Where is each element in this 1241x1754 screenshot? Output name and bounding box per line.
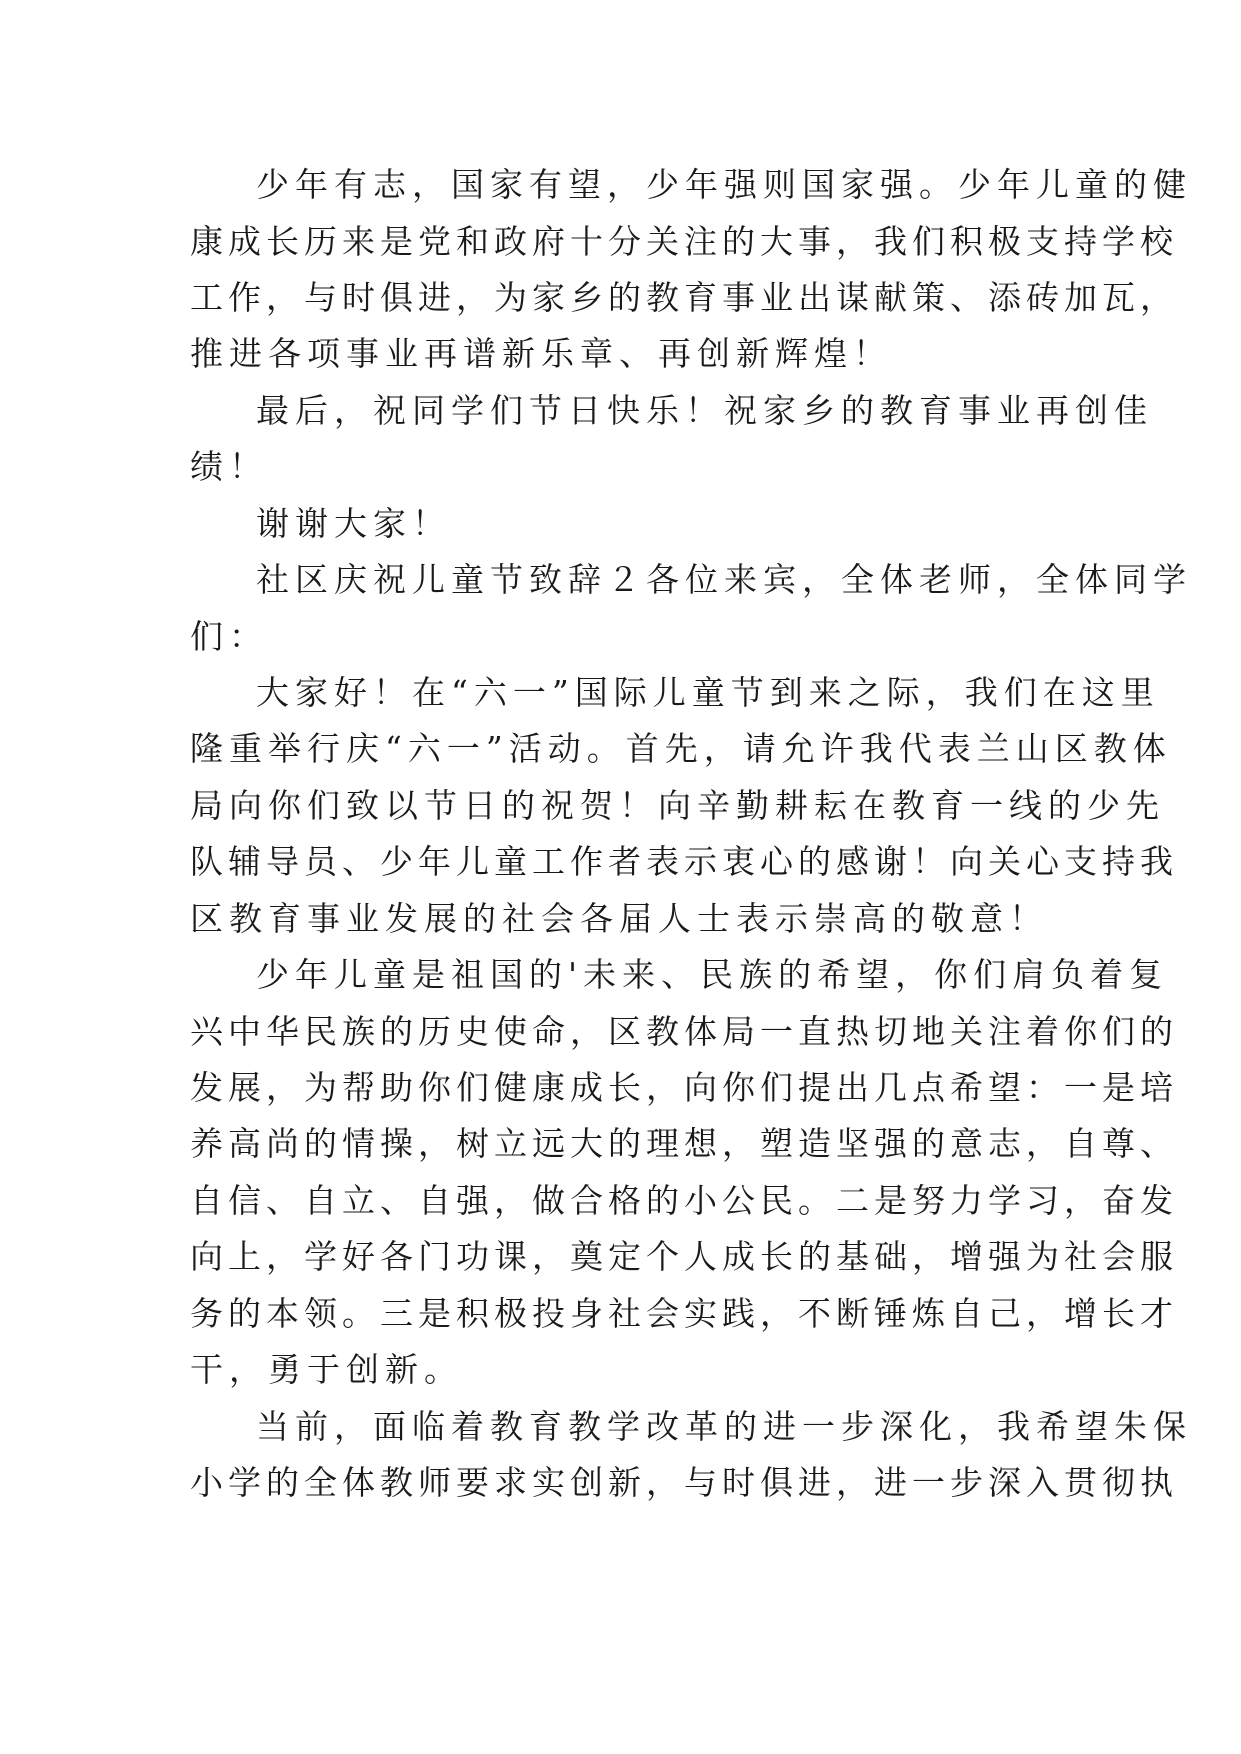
text-line: 队辅导员、少年儿童工作者表示衷心的感谢！向关心支持我 <box>190 842 1178 881</box>
text-line: 最后，祝同学们节日快乐！祝家乡的教育事业再创佳 <box>256 391 1153 430</box>
text-line: 大家好！在“六一”国际儿童节到来之际，我们在这里 <box>256 673 1160 712</box>
text-line: 们： <box>190 617 268 656</box>
text-line: 隆重举行庆“六一”活动。首先，请允许我代表兰山区教体 <box>190 729 1172 768</box>
text-line: 自信、自立、自强，做合格的小公民。二是努力学习，奋发 <box>190 1181 1178 1220</box>
text-line: 推进各项事业再谱新乐章、再创新辉煌！ <box>190 334 892 373</box>
text-line: 区教育事业发展的社会各届人士表示崇高的敬意！ <box>190 899 1048 938</box>
text-line: 少年有志，国家有望，少年强则国家强。少年儿童的健 <box>256 165 1192 204</box>
text-line: 绩！ <box>190 447 268 486</box>
text-line: 养高尚的情操，树立远大的理想，塑造坚强的意志，自尊、 <box>190 1124 1178 1163</box>
text-line: 干，勇于创新。 <box>190 1350 463 1389</box>
text-line: 少年儿童是祖国的'未来、民族的希望，你们肩负着复 <box>256 955 1169 994</box>
text-line: 谢谢大家！ <box>256 504 451 543</box>
text-line: 当前，面临着教育教学改革的进一步深化，我希望朱保 <box>256 1407 1192 1446</box>
text-line: 向上，学好各门功课，奠定个人成长的基础，增强为社会服 <box>190 1237 1178 1276</box>
text-line: 兴中华民族的历史使命，区教体局一直热切地关注着你们的 <box>190 1012 1178 1051</box>
text-line: 发展，为帮助你们健康成长，向你们提出几点希望：一是培 <box>190 1068 1178 1107</box>
text-line: 小学的全体教师要求实创新，与时俱进，进一步深入贯彻执 <box>190 1463 1178 1502</box>
text-line: 局向你们致以节日的祝贺！向辛勤耕耘在教育一线的少先 <box>190 786 1165 825</box>
text-line: 社区庆祝儿童节致辞２各位来宾，全体老师，全体同学 <box>256 560 1192 599</box>
text-line: 康成长历来是党和政府十分关注的大事，我们积极支持学校 <box>190 222 1178 261</box>
text-line: 务的本领。三是积极投身社会实践，不断锤炼自己，增长才 <box>190 1294 1178 1333</box>
text-line: 工作，与时俱进，为家乡的教育事业出谋献策、添砖加瓦， <box>190 278 1178 317</box>
